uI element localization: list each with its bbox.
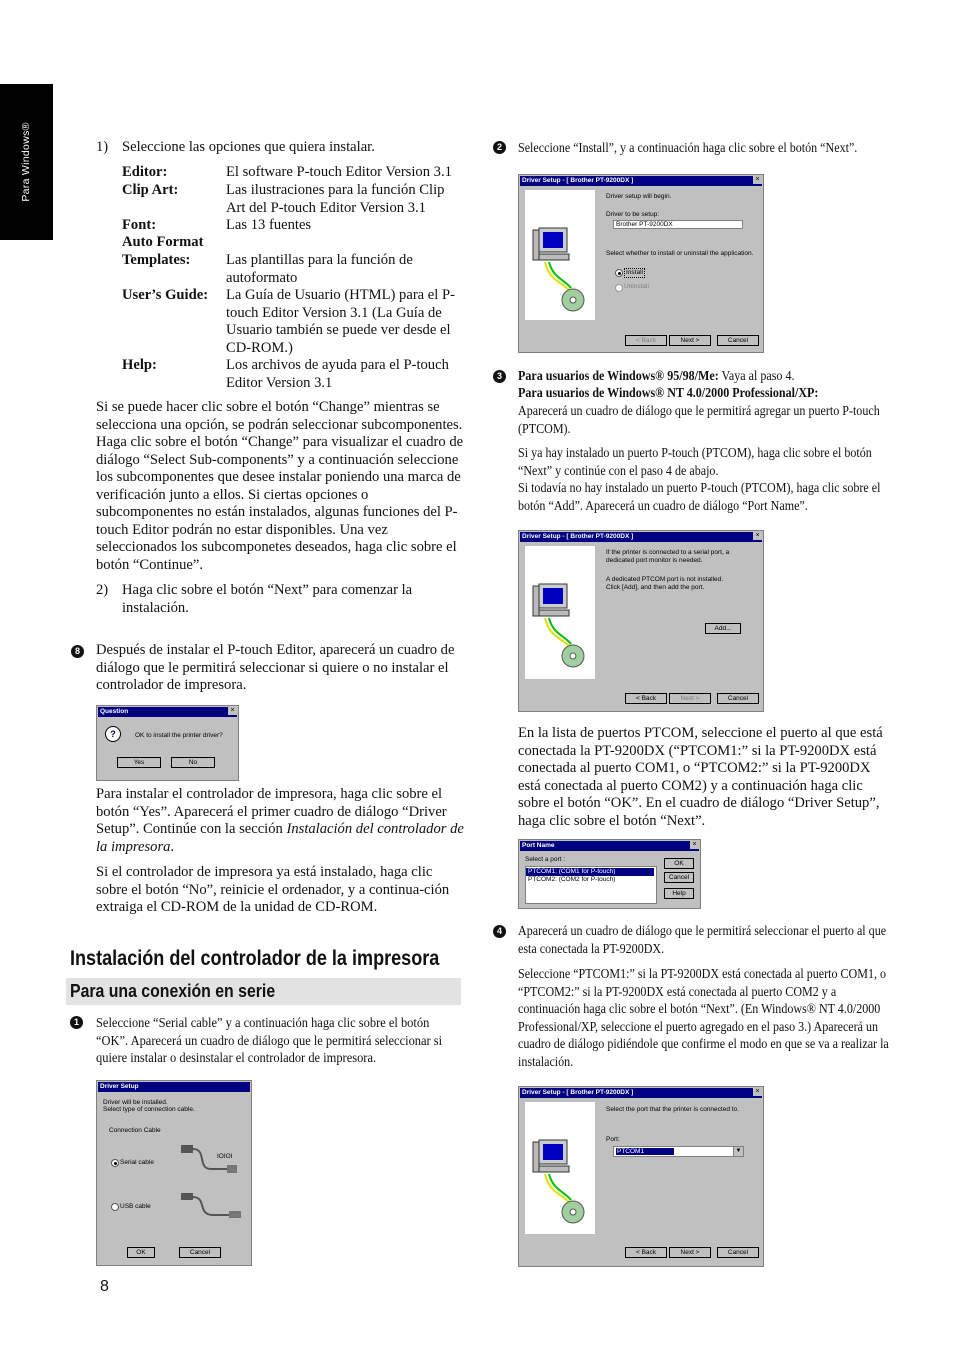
definition-term: Font:	[122, 217, 157, 233]
uninstall-radio[interactable]	[615, 284, 623, 292]
cable-line1: Driver will be installed.	[103, 1099, 168, 1106]
dialog2-line3: A dedicated PTCOM port is not installed.	[606, 576, 724, 583]
driver-field: Brother PT-9200DX	[613, 220, 743, 229]
step1-number: 1)	[96, 139, 109, 155]
back-button[interactable]: < Back	[625, 335, 667, 346]
definition-term: Auto Format	[122, 234, 204, 250]
s3-label1: Para usuarios de Windows® 95/98/Me:	[518, 368, 719, 383]
cable-dialog	[96, 1080, 252, 1266]
dialog1-begin: Driver setup will begin.	[606, 193, 672, 200]
section-title: Instalación del controlador de la impresora	[70, 947, 440, 970]
close-icon[interactable]: ×	[753, 1088, 762, 1096]
cancel-button[interactable]: Cancel	[717, 1247, 759, 1258]
add-button[interactable]: Add...	[705, 623, 741, 634]
dialog1-select: Select whether to install or uninstall the application.	[606, 250, 754, 257]
close-icon[interactable]: ×	[753, 532, 762, 540]
cancel-button[interactable]: Cancel	[717, 693, 759, 704]
s2-text: Seleccione “Install”, y a continuación haga clic sobre el botón “Next”.	[518, 140, 858, 155]
side-tab	[0, 84, 53, 240]
usb-label: USB cable	[120, 1203, 151, 1210]
step8-text: Después de instalar el P-touch Editor, aparecerá un cuadro de diálogo que le permitirá seleccionar si quiere o no instalar el controlador de impresora.	[96, 642, 455, 693]
port-name-dialog	[518, 839, 701, 909]
next-button[interactable]: Next >	[669, 1247, 711, 1258]
cancel-button[interactable]: Cancel	[717, 335, 759, 346]
change-paragraph: Si se puede hacer clic sobre el botón “Change” mientras se selecciona una opción, se podrán seleccionar subcomponentes. Haga clic sobre el botón “Change” para visualizar el cuadro de diálogo “Select Sub-components” y a continuación seleccione los subcomponentes que desee instalar poniendo una marca de verificación junto a ellos. Si ciertas opciones o subcomponentes no están instalados, algunas funciones del P-touch Editor podrán no estar disponibles. Una vez seleccionados los subcomponetes deseados, haga clic sobre el botón “Continue”.	[96, 399, 464, 573]
s3-label2: Para usuarios de Windows® NT 4.0/2000 Professional/XP:	[518, 385, 819, 400]
close-icon[interactable]: ×	[228, 707, 237, 715]
definition-desc: La Guía de Usuario (HTML) para el P-touch Editor Version 3.1 (La Guía de Usuario también se puede ver desde el CD-ROM.)	[226, 287, 455, 356]
s3-text1: Vaya al paso 4.	[718, 368, 795, 383]
question-dialog	[96, 705, 239, 781]
install-label: Install	[626, 269, 643, 276]
port-select-label: Select a port :	[525, 856, 566, 863]
definition-desc: Las 13 fuentes	[226, 217, 312, 233]
port-select-value: PTCOM1	[616, 1148, 674, 1155]
step1-text: Seleccione las opciones que quiera instalar.	[122, 139, 375, 155]
serial-radio[interactable]	[111, 1159, 119, 1167]
dialog1-tobe: Driver to be setup:	[606, 211, 660, 218]
serial-label: Serial cable	[120, 1159, 154, 1166]
s4-marker: 4	[493, 925, 506, 938]
step2-text: Haga clic sobre el botón “Next” para comenzar la instalación.	[122, 582, 413, 616]
definition-desc: Las ilustraciones para la función Clip Art del P-touch Editor Version 3.1	[226, 182, 445, 216]
next-button[interactable]: Next >	[669, 693, 711, 704]
setup-illustration	[525, 190, 595, 320]
cable-dialog-title: Driver Setup	[98, 1082, 250, 1092]
ok-button[interactable]: OK	[127, 1247, 155, 1258]
section-reference: Instalación del controlador de la impresora	[96, 821, 464, 855]
s3-line1	[518, 367, 896, 385]
computer-cd-icon	[525, 1102, 595, 1234]
serial-glyph: IOIOI	[217, 1153, 233, 1160]
definition-desc: Las plantillas para la función de autoformato	[226, 252, 413, 286]
usb-radio[interactable]	[111, 1203, 119, 1211]
side-tab-label: Para Windows®	[20, 122, 32, 202]
s2-marker: 2	[493, 141, 506, 154]
no-button[interactable]: No	[171, 757, 215, 768]
definition-desc: El software P-touch Editor Version 3.1	[226, 164, 452, 180]
yes-paragraph	[96, 786, 464, 856]
close-icon[interactable]: ×	[690, 841, 699, 849]
question-title: Question	[98, 707, 237, 717]
definition-term: Editor:	[122, 164, 168, 180]
dialog1-title: Driver Setup - [ Brother PT-9200DX ]	[520, 176, 762, 186]
setup-illustration	[525, 546, 595, 679]
subsection-bar	[66, 978, 461, 1005]
port-list[interactable]	[525, 866, 657, 904]
s4-text: Aparecerá un cuadro de diálogo que le permitirá seleccionar el puerto al que esta conectada la PT-9200DX.	[518, 923, 887, 956]
ok-button[interactable]: OK	[664, 858, 694, 869]
dialog2-title: Driver Setup - [ Brother PT-9200DX ]	[520, 532, 762, 542]
back-button[interactable]: < Back	[625, 1247, 667, 1258]
ptcom-paragraph: En la lista de puertos PTCOM, seleccione el puerto al que está conectada la PT-9200DX (“PTCOM1:” si la PT-9200DX está conectada al puerto COM1, o “PTCOM2:” si la PT-9200DX está conectada al puerto COM2) y a continuación haga clic sobre el botón “OK”. En el cuadro de diálogo “Driver Setup”, haga clic sobre el botón “Next”.	[518, 725, 883, 829]
question-icon: ?	[105, 726, 121, 742]
uninstall-label: Uninstall	[624, 283, 649, 290]
cable-line2: Select type of connection cable.	[103, 1106, 195, 1113]
step2-number: 2)	[96, 582, 109, 598]
subsection-title: Para una conexión en serie	[70, 981, 276, 1001]
s4-paragraph: Seleccione “PTCOM1:” si la PT-9200DX está conectada al puerto COM1, o “PTCOM2:” si la PT-9200DX está conectada al puerto COM2 y a continuación haga clic sobre el botón “Next”. (En Windows® NT 4.0/2000 Professional/XP, seleccione el puerto agregado en el paso 3.) Aparecerá un cuadro de diálogo pidiéndole que confirme el modo en que se va a realizar la instalación.	[518, 966, 889, 1069]
cancel-button[interactable]: Cancel	[179, 1247, 221, 1258]
s3-para1: Si ya hay instalado un puerto P-touch (PTCOM), haga clic sobre el botón “Next” y continúe con el paso 4 de abajo.	[518, 445, 872, 478]
driver-setup-dialog-port	[518, 1086, 764, 1267]
install-radio[interactable]	[615, 269, 623, 277]
port-label: Port:	[606, 1136, 620, 1143]
s3-para2: Si todavía no hay instalado un puerto P-touch (PTCOM), haga clic sobre el botón “Add”. Aparecerá un cuadro de diálogo “Port Name”.	[518, 480, 881, 513]
s3-marker: 3	[493, 370, 506, 383]
step8-marker: 8	[71, 645, 84, 658]
no-paragraph: Si el controlador de impresora ya está instalado, haga clic sobre el botón “No”, reinicie el ordenador, y a continua-ción extraiga el CD-ROM de la unidad de CD-ROM.	[96, 864, 450, 915]
definition-term: Clip Art:	[122, 182, 179, 198]
dialog3-title: Driver Setup - [ Brother PT-9200DX ]	[520, 1088, 762, 1098]
chevron-down-icon[interactable]: ▼	[733, 1147, 743, 1156]
connection-group-label: Connection Cable	[109, 1127, 161, 1134]
definition-desc: Los archivos de ayuda para el P-touch Editor Version 3.1	[226, 357, 449, 391]
yes-paragraph-end: .	[170, 838, 175, 855]
port-option-1[interactable]: PTCOM1: (COM1 for P-touch)	[526, 868, 654, 876]
back-button[interactable]: < Back	[625, 693, 667, 704]
definition-term: Help:	[122, 357, 157, 373]
port-option-2[interactable]: PTCOM2: (COM2 for P-touch)	[528, 876, 616, 883]
dialog2-line4: Click [Add], and then add the port.	[606, 584, 705, 591]
dialog3-select: Select the port that the printer is connected to.	[606, 1106, 739, 1113]
port-select[interactable]	[613, 1146, 744, 1157]
setup-illustration	[525, 1102, 595, 1234]
close-icon[interactable]: ×	[753, 176, 762, 184]
cable-illustration	[177, 1141, 247, 1231]
question-message: OK to install the printer driver?	[135, 732, 223, 739]
dialog2-line1: If the printer is connected to a serial port, a	[606, 549, 730, 556]
cancel-button[interactable]: Cancel	[664, 872, 694, 883]
driver-setup-dialog-install	[518, 174, 764, 353]
s1-marker: 1	[70, 1016, 83, 1029]
yes-button[interactable]: Yes	[117, 757, 161, 768]
s3-text2: Aparecerá un cuadro de diálogo que le permitirá agregar un puerto P-touch (PTCOM).	[518, 403, 880, 436]
computer-cd-icon	[525, 190, 595, 320]
definition-term: Templates:	[122, 252, 191, 268]
definition-term: User’s Guide:	[122, 287, 209, 303]
yes-paragraph-text: Para instalar el controlador de impresora, haga clic sobre el botón “Yes”. Aparecerá el primer cuadro de diálogo “Driver Setup”. Continúe con la sección	[96, 786, 447, 837]
s1-text: Seleccione “Serial cable” y a continuación haga clic sobre el botón “OK”. Aparecerá un cuadro de diálogo que le permitirá seleccionar si quiere instalar o desinstalar el controlador de impresora.	[96, 1015, 443, 1065]
next-button[interactable]: Next >	[669, 335, 711, 346]
help-button[interactable]: Help	[664, 888, 694, 899]
page-number: 8	[100, 1278, 109, 1295]
driver-setup-dialog-add-port	[518, 530, 764, 712]
dialog2-line2: dedicated port monitor is needed.	[606, 557, 703, 564]
port-dialog-title: Port Name	[520, 841, 699, 851]
computer-cd-icon	[525, 546, 595, 679]
